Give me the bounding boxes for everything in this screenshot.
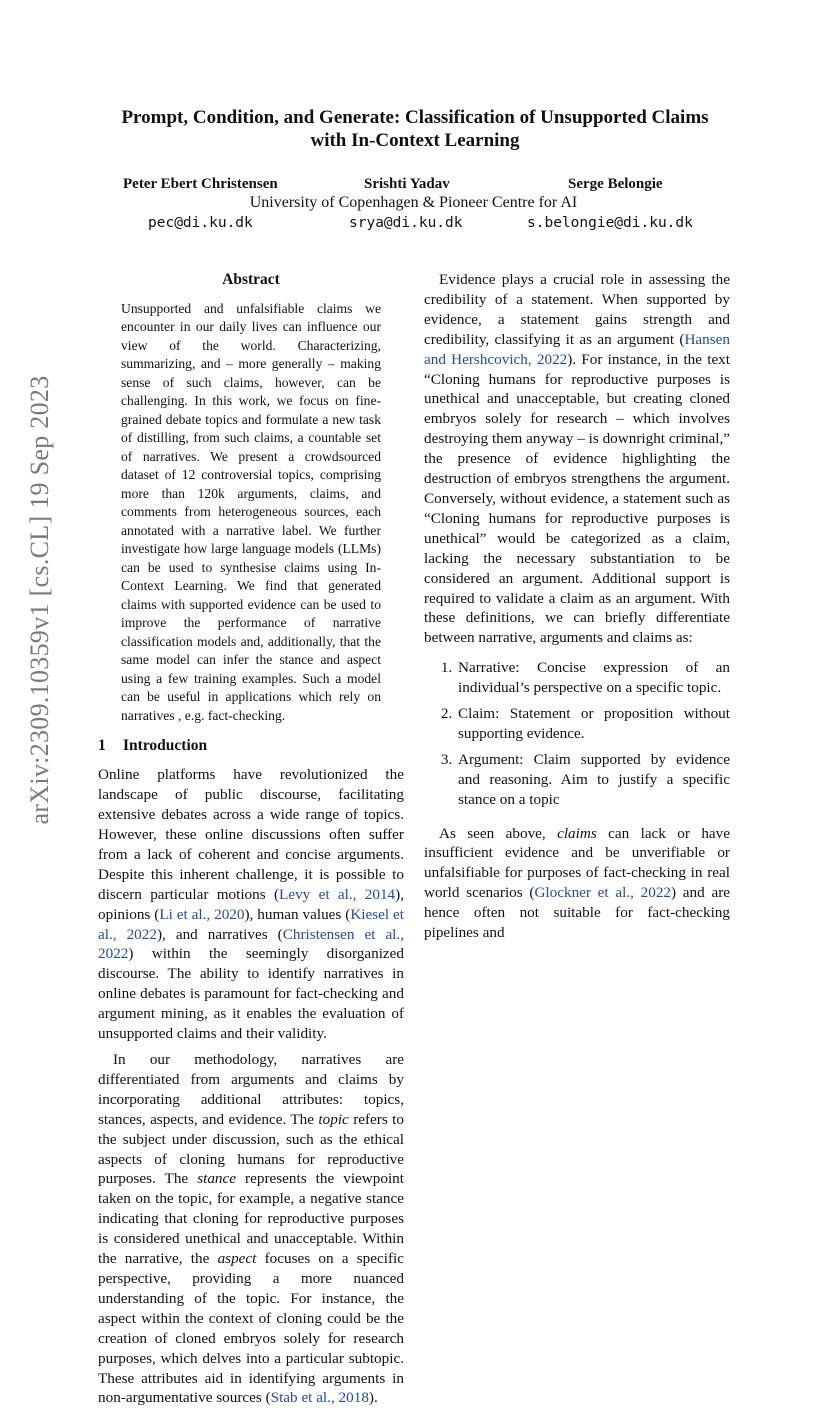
citation-link[interactable]: Li et al., 2020 — [159, 905, 245, 923]
citation-link[interactable]: Kiesel et al., 2022 — [98, 905, 404, 943]
paper-title — [90, 106, 740, 152]
citation-link[interactable]: Glockner et al., 2022 — [534, 884, 672, 902]
intro-paragraph-1: Online platforms have revolutionized the landscape of public discourse, facilitating extensive debates across a wide range of topics. However, these online discussions often suffer from a lack of coherent and concise arguments. Despite this inherent challenge, it is possible to discern particular motions (Levy et al., 2014), opinions (Li et al., 2020), human values (Kiesel et al., 2022), and narratives (Christensen et al., 2022) within the seemingly disorganized discourse. The ability to identify narratives in online debates is paramount for fact-checking and argument mining, as it enables the evaluation of unsupported claims and their validity. — [98, 766, 404, 1043]
title-line-2: with In-Context Learning — [310, 130, 520, 151]
intro-paragraph-3: Evidence plays a crucial role in assessing the credibility of a statement. When supported by evidence, a statement gains strength and credibility, classifying it as an argument (Hansen and Hershcovich, 2022). For instance, in the text “Cloning humans for reproductive purposes is unethical and unacceptable, but creating cloned embryos solely for research – which involves destroying them anyway – is downright criminal,” the presence of evidence highlighting the destruction of embryos strengthens the argument. Conversely, without evidence, a statement such as “Cloning humans for reproductive purposes is unethical” would be categorized as a claim, lacking the necessary substantiation to be considered an argument. Additional support is required to validate a claim as an argument. With these definitions, we can briefly differentiate between narrative, arguments and claims as: — [424, 271, 730, 647]
author-3: Serge Belongie — [568, 176, 663, 192]
affiliation: University of Copenhagen & Pioneer Centre for AI — [249, 194, 578, 211]
list-item: 1. Narrative: Concise expression of an individual’s perspective on a specific topic. — [456, 658, 730, 698]
left-column — [98, 270, 404, 1408]
abstract-heading: Abstract — [222, 271, 280, 288]
arxiv-stamp — [20, 340, 60, 860]
intro-paragraph-2: In our methodology, narratives are differentiated from arguments and claims by incorporating additional attributes: topics, stances, aspects, and evidence. The topic refers to the subject under discussion, such as the ethical aspects of cloning humans for reproductive purposes. The stance represents the viewpoint taken on the topic, for example, a negative stance indicating that cloning for reproductive purposes is considered unethical and unacceptable. Within the narrative, the aspect focuses on a specific perspective, providing a more nuanced understanding of the topic. For instance, the aspect within the context of cloning could be the creation of cloned embryos solely for research purposes, which delves into a particular subtopic. These attributes aid in identifying arguments in non-argumentative sources (Stab et al., 2018). — [98, 1051, 404, 1407]
citation-link[interactable]: Levy et al., 2014 — [279, 885, 396, 903]
list-item: 2. Claim: Statement or proposition without supporting evidence. — [456, 704, 730, 744]
email-2[interactable]: srya@di.ku.dk — [349, 215, 463, 231]
author-1: Peter Ebert Christensen — [123, 176, 278, 192]
abstract-text: Unsupported and unfalsifiable claims we encounter in our daily lives can influence our view of the world. Characterizing, summarizing, and – more generally – making sense of such claims, however, can be challenging. In this work, we focus on fine-grained debate topics and formulate a new task of distilling, from such claims, a countable set of narratives. We present a crowdsourced dataset of 12 controversial topics, comprising more than 120k arguments, claims, and comments from heterogeneous sources, each annotated with a narrative label. We further investigate how large language models (LLMs) can be used to synthesise claims using In-Context Learning. We find that generated claims with supported evidence can be used to improve the performance of narrative classification models and, additionally, that the same model can infer the stance and aspect using a few training examples. Such a model can be useful in applications which rely on narratives , e.g. fact-checking. — [121, 300, 381, 723]
citation-link[interactable]: Stab et al., 2018 — [270, 1389, 369, 1407]
section-title: Introduction — [123, 737, 208, 755]
emphasis-stance: stance — [197, 1170, 237, 1188]
citation-link[interactable]: Hansen and Hershcovich, 2022 — [424, 330, 730, 368]
definition-list — [424, 658, 730, 809]
citation-link[interactable]: Christensen et al., 2022 — [98, 925, 404, 963]
intro-paragraph-4: As seen above, claims can lack or have insufficient evidence and be unverifiable or unfalsifiable for purposes of fact-checking in real world scenarios (Glockner et al., 2022) and are hence often not suitable for fact-checking pipelines and — [424, 824, 731, 942]
section-number: 1 — [98, 737, 106, 755]
emphasis-claims: claims — [557, 824, 597, 842]
right-column — [424, 270, 730, 943]
author-2: Srishti Yadav — [364, 176, 450, 192]
title-line-1: Prompt, Condition, and Generate: Classification of Unsupported Claims — [121, 107, 709, 128]
arxiv-stamp-text: arXiv:2309.10359v1 [cs.CL] 19 Sep 2023 — [25, 375, 54, 825]
section-heading-introduction — [98, 736, 404, 756]
emphasis-topic: topic — [318, 1110, 349, 1128]
email-1[interactable]: pec@di.ku.dk — [148, 215, 253, 231]
list-item: 3. Argument: Claim supported by evidence and reasoning. Aim to justify a specific stance on a topic — [456, 750, 730, 810]
emphasis-aspect: aspect — [217, 1250, 257, 1268]
email-3[interactable]: s.belongie@di.ku.dk — [527, 215, 693, 231]
